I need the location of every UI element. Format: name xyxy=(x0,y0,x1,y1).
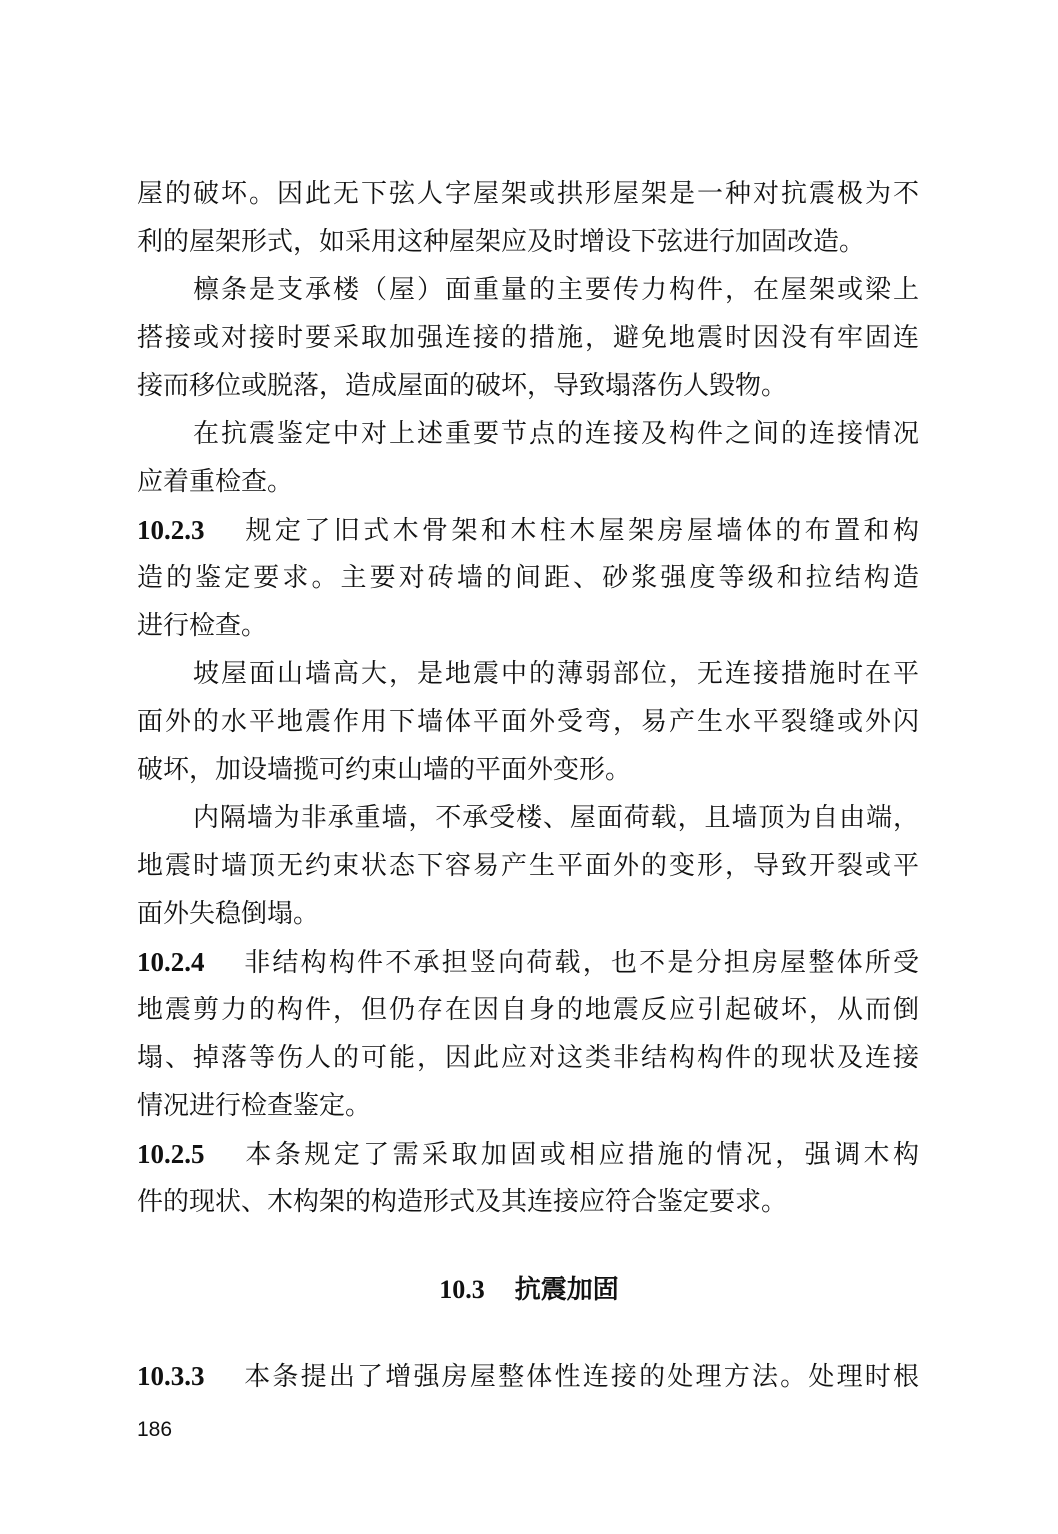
text-line: 应着重检查。 xyxy=(137,467,294,497)
text-line xyxy=(137,1352,919,1400)
text-line: 坡屋面山墙高大，是地震中的薄弱部位，无连接措施时在平 xyxy=(193,659,919,689)
text-line: 塌、掉落等伤人的可能，因此应对这类非结构构件的现状及连接 xyxy=(137,1043,919,1073)
clause-number: 10.2.5 xyxy=(137,1139,205,1169)
text-line: 地震时墙顶无约束状态下容易产生平面外的变形，导致开裂或平 xyxy=(137,851,919,881)
clause-text: 非结构构件不承担竖向荷载，也不是分担房屋整体所受 xyxy=(242,948,919,978)
clause-10-2-5 xyxy=(137,1130,919,1178)
text-line: 破坏，加设墙揽可约束山墙的平面外变形。 xyxy=(137,755,632,785)
section-number: 10.3 xyxy=(439,1275,485,1304)
text-line: 面外的水平地震作用下墙体平面外受弯，易产生水平裂缝或外闪 xyxy=(137,707,919,737)
text-line: 在抗震鉴定中对上述重要节点的连接及构件之间的连接情况 xyxy=(193,419,919,449)
clause-number: 10.2.3 xyxy=(137,515,205,545)
page-number: 186 xyxy=(137,1418,173,1441)
section-title: 抗震加固 xyxy=(514,1275,619,1305)
clause-10-2-4 xyxy=(137,938,919,986)
clause-text: 本条提出了增强房屋整体性连接的处理方法。处理时根 xyxy=(242,1362,919,1392)
body-text xyxy=(137,170,919,1226)
text-line: 搭接或对接时要采取加强连接的措施，避免地震时因没有牢固连 xyxy=(137,323,919,353)
text-line: 利的屋架形式，如采用这种屋架应及时增设下弦进行加固改造。 xyxy=(137,227,866,257)
text-line: 内隔墙为非承重墙，不承受楼、屋面荷载，且墙顶为自由端， xyxy=(193,803,919,833)
text-line: 件的现状、木构架的构造形式及其连接应符合鉴定要求。 xyxy=(137,1187,788,1217)
text-line: 造的鉴定要求。主要对砖墙的间距、砂浆强度等级和拉结构造 xyxy=(137,563,919,593)
text-line: 接而移位或脱落，造成屋面的破坏，导致塌落伤人毁物。 xyxy=(137,371,788,401)
clause-10-2-3 xyxy=(137,506,919,554)
text-line: 檩条是支承楼（屋）面重量的主要传力构件，在屋架或梁上 xyxy=(193,275,919,305)
text-line: 屋的破坏。因此无下弦人字屋架或拱形屋架是一种对抗震极为不 xyxy=(137,179,919,209)
clause-text: 本条规定了需采取加固或相应措施的情况，强调木构 xyxy=(242,1140,919,1170)
text-line: 地震剪力的构件，但仍存在因自身的地震反应引起破坏，从而倒 xyxy=(137,995,919,1025)
text-line: 面外失稳倒塌。 xyxy=(137,899,320,929)
clause-number: 10.3.3 xyxy=(137,1361,205,1391)
clause-text: 规定了旧式木骨架和木柱木屋架房屋墙体的布置和构 xyxy=(242,516,919,546)
clause-10-3-3 xyxy=(137,1352,919,1400)
text-line: 情况进行检查鉴定。 xyxy=(137,1091,372,1121)
text-line: 进行检查。 xyxy=(137,611,268,641)
clause-number: 10.2.4 xyxy=(137,947,205,977)
section-heading xyxy=(0,1266,1058,1314)
